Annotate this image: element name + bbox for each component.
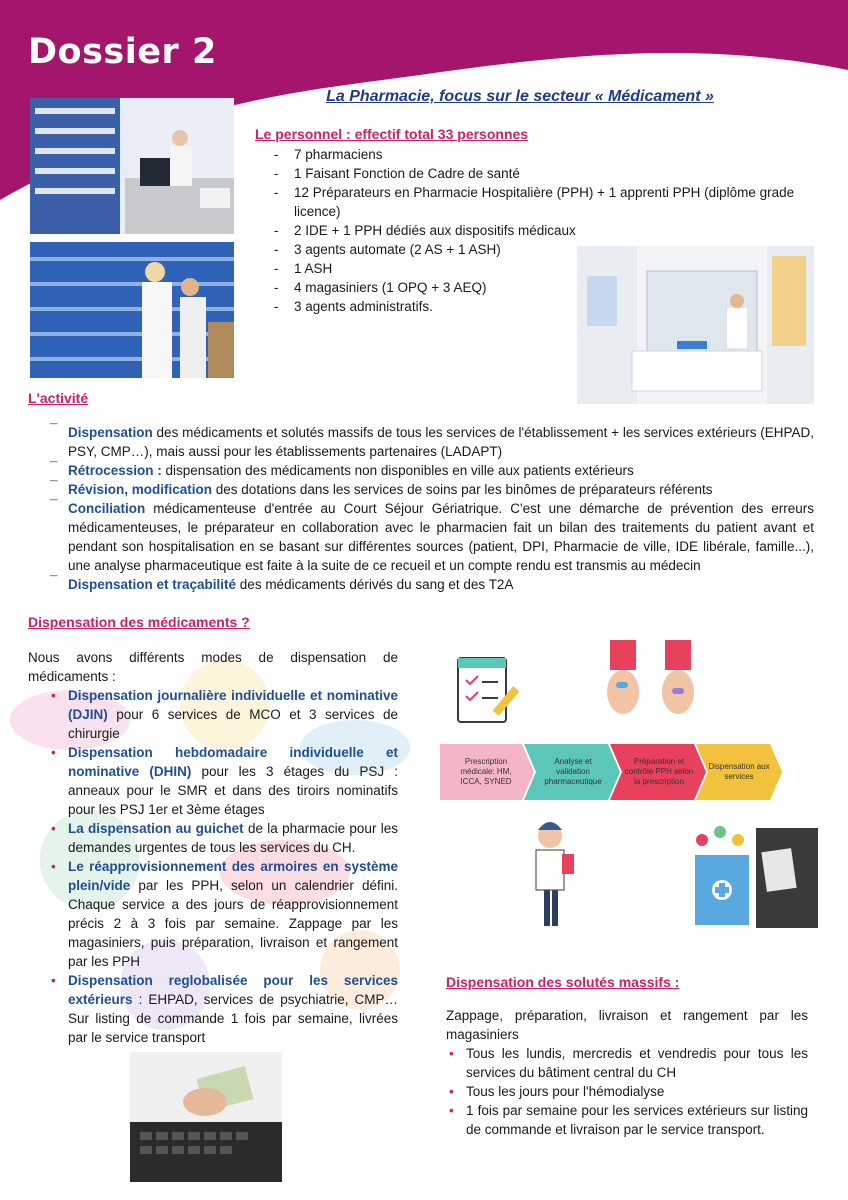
flow-step-2: Analyse et validation pharmaceutique [544, 757, 602, 786]
page-title: Dossier 2 [28, 32, 217, 72]
list-item: • Tous les lundis, mercredis et vendredis pour tous les services du bâtiment central du CH [446, 1044, 808, 1082]
term: La dispensation au guichet [68, 821, 244, 836]
term: Le réapprovisionnement des armoires en système plein/vide [68, 859, 398, 893]
pills-bag-icon [695, 826, 749, 925]
hands-icon [607, 640, 694, 714]
activite-heading: L'activité [28, 390, 89, 406]
activite-list [48, 423, 814, 594]
description: pour 6 services de MCO et 3 services de chirurgie [68, 707, 398, 741]
list-item: - 3 agents administratifs. [274, 297, 819, 316]
term: Dispensation et traçabilité [68, 577, 237, 592]
flow-step-1: Prescription médicale: HM, ICCA, SYNED [460, 757, 512, 786]
description: : EHPAD, services de psychiatrie, CMP… Sur listing de commande 1 fois par semaine, livrées par le service transport [68, 992, 398, 1045]
list-item: • 1 fois par semaine pour les services extérieurs sur listing de commande et livraison par le service transport. [446, 1101, 808, 1139]
term: Dispensation [68, 425, 153, 440]
list-item [48, 686, 398, 743]
list-item: - 12 Préparateurs en Pharmacie Hospitalière (PPH) + 1 apprenti PPH (diplôme grade licence) [274, 183, 819, 221]
list-item [48, 480, 814, 499]
description: des dotations dans les services de soins par les binômes de préparateurs référents [212, 482, 713, 497]
description: de la pharmacie pour les demandes urgentes de tous les services du CH. [68, 821, 398, 855]
list-item [48, 819, 398, 857]
list-item: - 3 agents automate (2 AS + 1 ASH) [274, 240, 594, 259]
term: Dispensation hebdomadaire individuelle et nominative (DHIN) [68, 745, 398, 779]
solutes-heading: Dispensation des solutés massifs : [446, 974, 680, 990]
personnel-heading: Le personnel : effectif total 33 personnes [255, 126, 529, 142]
pharmacists-photo [30, 242, 234, 378]
pharmacy-shelves-photo [30, 98, 234, 234]
personnel-list [274, 145, 819, 316]
term: Rétrocession : [68, 463, 162, 478]
prescription-icon [458, 658, 519, 722]
description: pour les 3 étages du PSJ : anneaux pour le SMR et dans des tiroirs nominatifs pour les PSJ 1er et 3ème étages [68, 764, 398, 817]
list-item [48, 423, 814, 461]
term: Dispensation journalière individuelle et nominative (DJIN) [68, 688, 398, 722]
dispensation-heading: Dispensation des médicaments ? [28, 614, 250, 630]
description: par les PPH, selon un calendrier défini. Chaque service a des jours de réapprovisionnement précis 2 à 3 fois par semaine. Zappage par les magasiniers, puis préparation, livraison et rangement par les PPH [68, 878, 398, 969]
list-item [48, 857, 398, 971]
description: des médicaments et solutés massifs de tous les services de l'établissement + les services extérieurs (EHPAD, PSY, CMP…), mais aussi pour les établissements partenaires (LADAPT) [68, 425, 814, 459]
list-item: - 1 Faisant Fonction de Cadre de santé [274, 164, 819, 183]
list-item [48, 499, 814, 575]
pharmacist-icon [536, 822, 574, 926]
description: dispensation des médicaments non disponibles en ville aux patients extérieurs [161, 463, 634, 478]
list-item: • Tous les jours pour l'hémodialyse [446, 1082, 808, 1101]
list-item: - 1 ASH [274, 259, 819, 278]
dispensation-intro: Nous avons différents modes de dispensation de médicaments : [28, 650, 398, 684]
list-item [48, 461, 814, 480]
page-subtitle: La Pharmacie, focus sur le secteur « Médicament » [326, 88, 714, 105]
flowchart-illustration [440, 640, 820, 940]
keyboard-photo [130, 1052, 282, 1182]
term: Dispensation reglobalisée pour les services extérieurs [68, 973, 398, 1007]
list-item: - 7 pharmaciens [274, 145, 819, 164]
term: Révision, modification [68, 482, 213, 497]
description: médicamenteuse d'entrée au Court Séjour Gériatrique. C'est une démarche de prévention des erreurs médicamenteuses, le préparateur en collaboration avec le pharmacien fait un bilan des traitements du patient avant et pendant son hospitalisation en se basant sur différentes sources (patient, DPI, Pharmacie de ville, IDE libérale, famille...), une analyse pharmaceutique est faite à la suite de ce recueil et un compte rendu est transmis au médecin [68, 501, 814, 573]
list-item [48, 743, 398, 819]
description: des médicaments dérivés du sang et des T2A [236, 577, 514, 592]
solutes-intro: Zappage, préparation, livraison et rangement par les magasiniers [446, 1008, 808, 1042]
list-item [48, 575, 814, 594]
list-item: - 2 IDE + 1 PPH dédiés aux dispositifs médicaux [274, 221, 594, 240]
flow-step-3: Préparation et contrôle PPH selon la prescription [624, 757, 694, 786]
list-item [48, 971, 398, 1047]
dispensation-list [48, 686, 398, 1047]
term: Conciliation [68, 501, 146, 516]
flow-step-4: Dispensation aux services [708, 762, 770, 781]
solutes-list [446, 1044, 808, 1139]
list-item: - 4 magasiniers (1 OPQ + 3 AEQ) [274, 278, 819, 297]
